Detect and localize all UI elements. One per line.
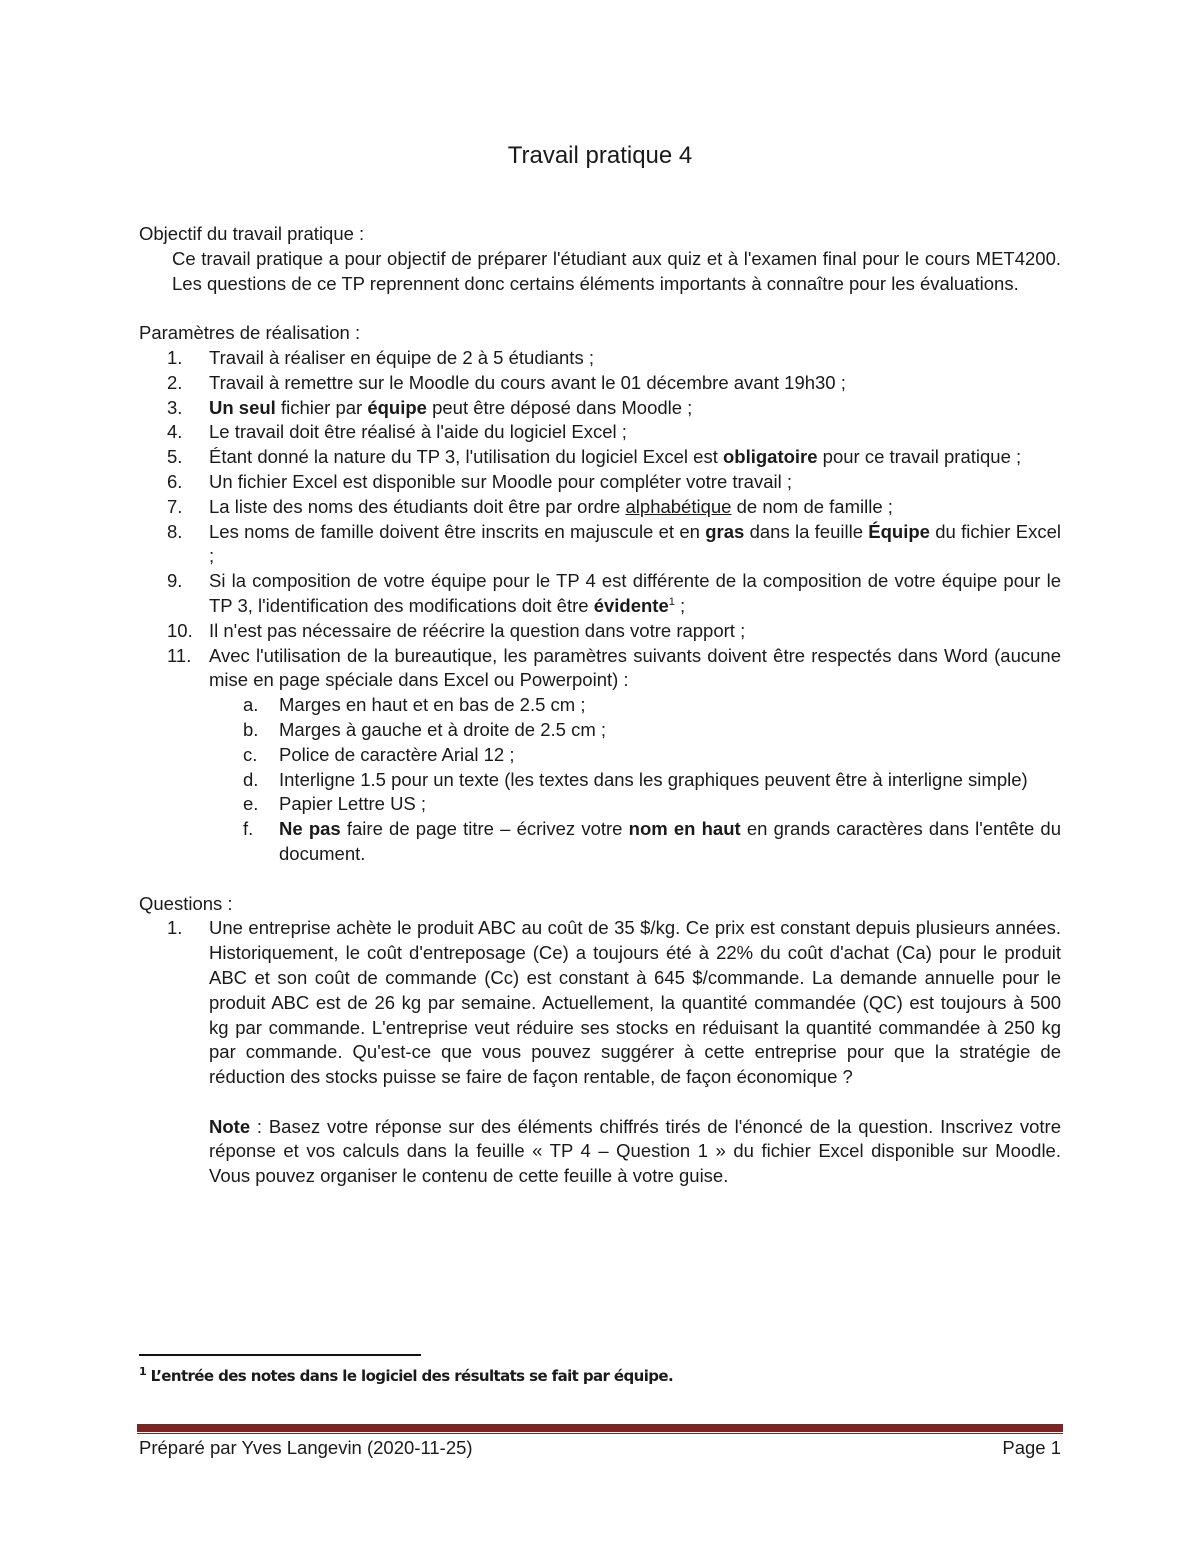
list-item: 1. Travail à réaliser en équipe de 2 à 5 étudiants ;: [167, 346, 594, 368]
question-1-text: Une entreprise achète le produit ABC au coût de 35 $/kg. Ce prix est constant depuis plusieurs années. Historiquement, le coût d'entreposage (Ce) a toujours été à 22% du coût d'achat (Ca) pour le produit ABC et son coût de commande (Cc) est constant à 645 $/commande. La demande annuelle pour le produit ABC est de 26 kg par semaine. Actuellement, la quantité commandée (QC) est toujours à 500 kg par commande. L'entreprise veut réduire ses stocks en réduisant la quantité commandée à 250 kg par commande. Qu'est-ce que vous pouvez suggérer à cette entreprise pour que la stratégie de réduction des stocks puisse se faire de façon rentable, de façon économique ?: [209, 917, 1061, 1088]
list-item: 5. Étant donné la nature du TP 3, l'utilisation du logiciel Excel est obligatoire pour ce travail pratique ;: [167, 446, 1022, 468]
list-item: 3. Un seul fichier par équipe peut être déposé dans Moodle ;: [167, 396, 693, 418]
word-parameters-sublist: [209, 693, 1061, 867]
list-item: 2. Travail à remettre sur le Moodle du cours avant le 01 décembre avant 19h30 ;: [167, 371, 846, 393]
list-item: 10. Il n'est pas nécessaire de réécrire la question dans votre rapport ;: [167, 619, 746, 641]
list-item: 6. Un fichier Excel est disponible sur Moodle pour compléter votre travail ;: [167, 470, 793, 492]
list-item: 9. Si la composition de votre équipe pour le TP 4 est différente de la composition de votre équipe pour le TP 3, l'identification des modifications doit être évidente$^1$ ;: [167, 570, 1061, 616]
sublist-item: f. Ne pas faire de page titre – écrivez votre nom en haut en grands caractères dans l'entête du document.: [243, 818, 1061, 864]
objective-heading: Objectif du travail pratique :: [139, 223, 365, 244]
questions-heading: Questions :: [139, 892, 233, 914]
list-item: 11. Avec l'utilisation de la bureautique, les paramètres suivants doivent être respectés dans Word (aucune mise en page spéciale dans Excel ou Powerpoint) : a. Marges en haut et en bas de 2.5 cm ; b. Marges à gauche et à droite de 2.5 cm ; c. Police de caractère Arial 12 ; d. Interligne 1.5 pour un texte (les textes dans les graphiques peuvent être à interligne simple) e. Papier Lettre US ; f. Ne pas faire de page titre – écrivez votre nom en haut en grands caractères dans l'entête du document.: [139, 644, 1061, 867]
parameters-heading: Paramètres de réalisation :: [139, 322, 361, 344]
footnote-separator: [139, 1354, 421, 1356]
sublist-item: e. Papier Lettre US ;: [243, 793, 427, 815]
question-item: 1. Une entreprise achète le produit ABC au coût de 35 $/kg. Ce prix est constant depuis plusieurs années. Historiquement, le coût d'entreposage (Ce) a toujours été à 22% du coût d'achat (Ca) pour le produit ABC et son coût de commande (Cc) est constant à 645 $/commande. La demande annuelle pour le produit ABC est de 26 kg par semaine. Actuellement, la quantité commandée (QC) est toujours à 500 kg par commande. L'entreprise veut réduire ses stocks en réduisant la quantité commandée à 250 kg par commande. Qu'est-ce que vous pouvez suggérer à cette entreprise pour que la stratégie de réduction des stocks puisse se faire de façon rentable, de façon économique ? Note : Basez votre réponse sur des éléments chiffrés tirés de l'énoncé de la question. Inscrivez votre réponse et vos calculs dans la feuille « TP 4 – Question 1 » du fichier Excel disponible sur Moodle. Vous pouvez organiser le contenu de cette feuille à votre guise.: [139, 916, 1061, 1189]
list-item: 4. Le travail doit être réalisé à l'aide du logiciel Excel ;: [167, 421, 627, 443]
questions-list: [139, 916, 1061, 1189]
footnote-ref: 1: [668, 595, 675, 608]
list-item: 8. Les noms de famille doivent être inscrits en majuscule et en gras dans la feuille Équipe du fichier Excel ;: [167, 520, 1061, 567]
objective-text: Ce travail pratique a pour objectif de préparer l'étudiant aux quiz et à l'examen final pour le cours MET4200. Les questions de ce TP reprennent donc certains éléments importants à connaître pour les évaluations.: [172, 247, 1061, 294]
sublist-item: d. Interligne 1.5 pour un texte (les textes dans les graphiques peuvent être à interligne simple): [243, 768, 1028, 790]
note-label: Note: [209, 1115, 251, 1137]
footnote: $^1$ L’entrée des notes dans le logiciel des résultats se fait par équipe.: [139, 1365, 674, 1385]
parameters-list: [139, 346, 1061, 867]
footer-page-number: Page 1: [1002, 1437, 1061, 1458]
list-item: 7. La liste des noms des étudiants doit être par ordre alphabétique de nom de famille ;: [167, 495, 893, 517]
document-body: [139, 222, 1061, 1189]
question-1-note: Note : Basez votre réponse sur des éléments chiffrés tirés de l'énoncé de la question. Inscrivez votre réponse et vos calculs dans la feuille « TP 4 – Question 1 » du fichier Excel disponible sur Moodle. Vous pouvez organiser le contenu de cette feuille à votre guise.: [209, 1115, 1061, 1187]
sublist-item: a. Marges en haut et en bas de 2.5 cm ;: [243, 694, 586, 716]
page-title: Travail pratique 4: [507, 142, 693, 169]
footer-divider: [137, 1424, 1063, 1432]
sublist-item: c. Police de caractère Arial 12 ;: [243, 743, 515, 765]
sublist-item: b. Marges à gauche et à droite de 2.5 cm ;: [243, 718, 607, 740]
footer-author: Préparé par Yves Langevin (2020-11-25): [139, 1437, 473, 1458]
